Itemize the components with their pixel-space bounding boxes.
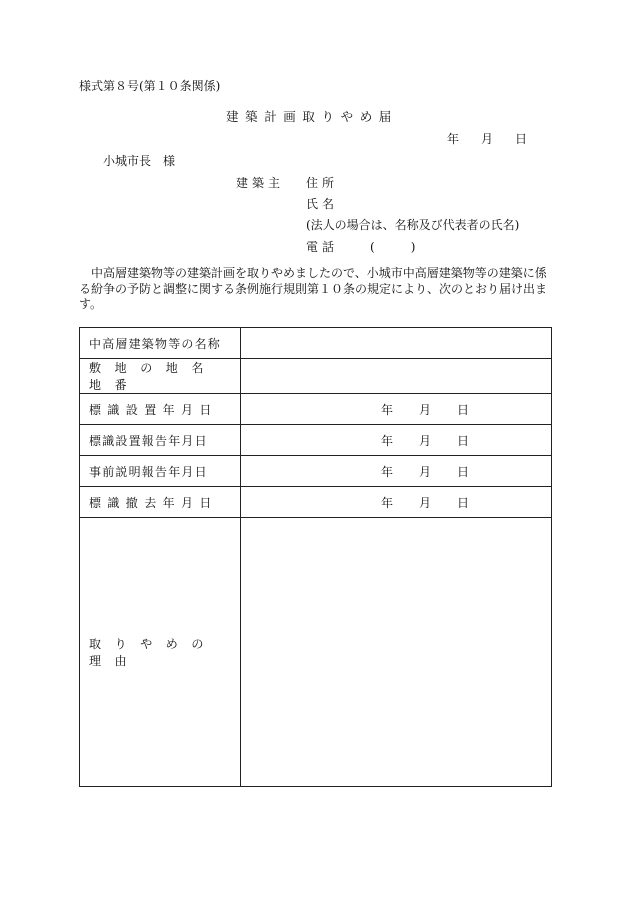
date-day: 日 — [515, 132, 528, 146]
date-year: 年 — [381, 402, 394, 417]
sign-install-date-field[interactable] — [241, 394, 552, 425]
date-year: 年 — [447, 132, 460, 146]
details-table — [79, 327, 552, 787]
addressee: 小城市長 様 — [103, 154, 176, 168]
date-month: 月 — [481, 132, 494, 146]
phone-label: 電話 — [306, 240, 339, 254]
date-month: 月 — [419, 402, 432, 417]
date-year: 年 — [381, 495, 394, 510]
corporation-note: (法人の場合は、名称及び代表者の氏名) — [306, 218, 520, 232]
table-row — [80, 518, 552, 787]
sign-report-date-field[interactable] — [241, 425, 552, 456]
phone-row — [306, 239, 415, 255]
date-month: 月 — [419, 495, 432, 510]
row-label-building-name: 中高層建築物等の名称 — [80, 328, 241, 359]
row-label-sign-removal-date: 標識撤去年月日 — [80, 487, 241, 518]
explanation-report-date-field[interactable] — [241, 456, 552, 487]
row-label-reason: 取りやめの理由 — [80, 518, 241, 787]
date-month: 月 — [419, 433, 432, 448]
body-text: 中高層建築物等の建築計画を取りやめましたので、小城市中高層建築物等の建築に係る紛争の予防と調整に関する条例施行規則第１０条の規定により、次のとおり届け出ます。 — [79, 266, 548, 311]
building-name-field[interactable] — [241, 328, 552, 359]
date-year: 年 — [381, 433, 394, 448]
table-row — [80, 456, 552, 487]
applicant-role: 建築主 — [236, 176, 285, 190]
row-label-sign-report-date: 標識設置報告年月日 — [80, 425, 241, 456]
row-label-sign-install-date: 標識設置年月日 — [80, 394, 241, 425]
date-day: 日 — [457, 433, 470, 448]
date-year: 年 — [381, 464, 394, 479]
reason-field[interactable] — [241, 518, 552, 787]
date-day: 日 — [457, 464, 470, 479]
sign-removal-date-field[interactable] — [241, 487, 552, 518]
submission-date — [447, 131, 527, 147]
date-month: 月 — [419, 464, 432, 479]
form-number: 様式第８号(第１０条関係) — [79, 79, 221, 93]
table-row — [80, 359, 552, 394]
phone-field[interactable]: ( ) — [370, 240, 416, 254]
name-label: 氏名 — [306, 197, 339, 211]
site-address-field[interactable] — [241, 359, 552, 394]
row-label-explanation-report-date: 事前説明報告年月日 — [80, 456, 241, 487]
row-label-site-address: 敷地の地名地番 — [80, 359, 241, 394]
date-day: 日 — [457, 495, 470, 510]
form-title: 建築計画取りやめ届 — [226, 109, 398, 124]
table-row — [80, 394, 552, 425]
address-label: 住所 — [306, 176, 339, 190]
table-row — [80, 328, 552, 359]
date-day: 日 — [457, 402, 470, 417]
table-row — [80, 487, 552, 518]
table-row — [80, 425, 552, 456]
